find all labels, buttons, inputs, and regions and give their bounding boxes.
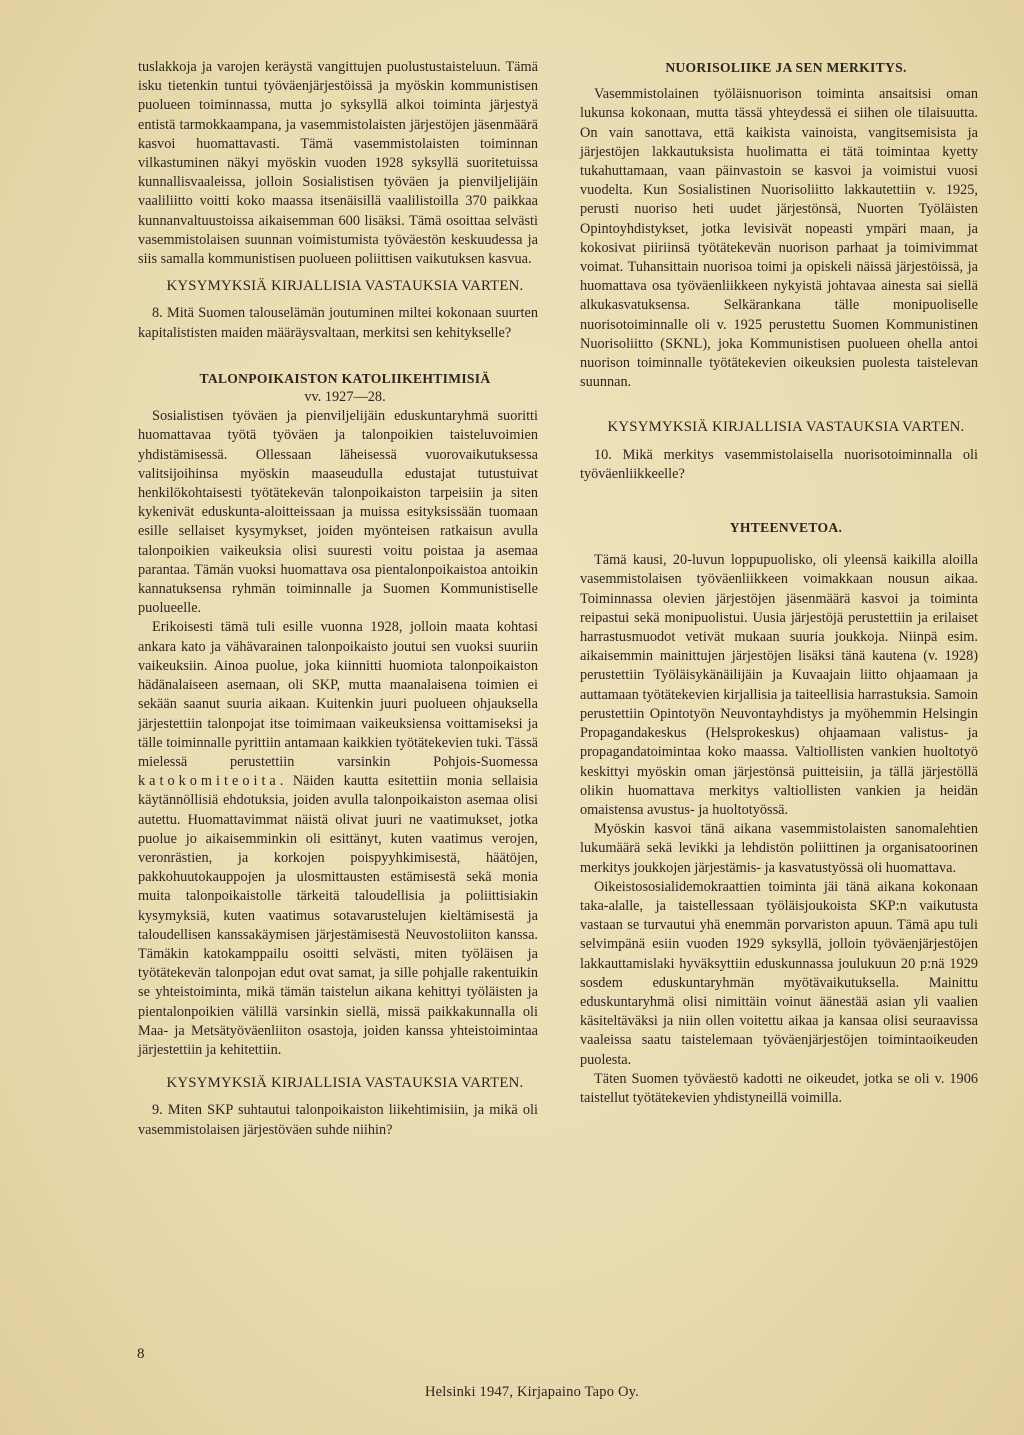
paragraph: Oikeistososialidemokraattien toiminta jäi tänä aikana kokonaan taka-alalle, ja taistellessaan työläisjoukoista SKP:n vaikutusta vastaan se turvautui yhä enemmän porvariston apuun. Tämä apu tuli selvimpänä esiin vuoden 1929 syksyllä, jolloin työväenjärjestöjen lakkauttamislaki hyväksyttiin eduskunnassa joulukuun 20 p:nä 1929 sosdem eduskuntaryhmän myötävaikutuksella. Mainittu eduskuntaryhmä olisi nimittäin voinut äänestää asian yli vaalien käsiteltäväksi ja niin ollen voitettu aikaa ja kansaa olisi seuraavissa vaaleissa saatu taistelemaan työväenjärjestöjen toimintaoikeuden puolesta. [580,878,978,1068]
paragraph: Myöskin kasvoi tänä aikana vasemmistolaisten sanomalehtien lukumäärä sekä levikki ja lehdistön poliittinen ja organisatoorinen merkitys joukkojen järjestämis- ja kasvatustyössä oli huomattava. [580,821,978,876]
paragraph: Sosialistisen työväen ja pienviljelijäin eduskuntaryhmä suoritti huomattavaa työtä työväen ja talonpoikien taisteluvoimien yhdistämisessä. Ollessaan läheisessä vuorovaikutuksessa valitsijoihinsa myöskin maaseudulla edustajat tutustuivat henkilökohtaisesti työtätekevän talonpoikaiston tarpeisiin ja siten kykenivät eduskunta-aloitteissaan ja muissa esityksissään tuomaan esille sellaiset kysymykset, joiden myönteisen ratkaisun avulla talonpoikien vaikeuksia olisi suuresti voitu poistaa ja asemaa parantaa. Tämän vuoksi huomattava osa pientalonpoikaistoa antoikin kannatuksensa ryhmän toiminnalle ja Suomen Kommunistiselle puolueelle. [138,408,538,617]
paragraph: Vasemmistolainen työläisnuorison toiminta ansaitsisi oman lukunsa kokonaan, mutta tässä yhteydessä ei siihen ole tilaisuutta. On vain sanottava, että kaikista vainoista, vangitsemisista ja järjestöjen lakkautuksista huolimatta ei tätä toimintaa kyetty tukahuttamaan, vaan päinvastoin se kasvoi ja voimistui vuosi vuodelta. Kun Sosialistinen Nuorisoliitto lakkautettiin v. 1925, perusti nuoriso heti uudet järjestönsä, Nuorten Työläisten Opintoyhdistykset, jotka levisivät nopeasti ympäri maan, ja kokosivat piiriinsä työtätekevän nuorison parhaat ja toimivimmat voimat. Tuhansittain nuorisoa toimi ja opiskeli näissä järjestöissä, ja huomattava osa työväenliikkeen nykyistä johtavaa ainesta sai siellä alkukasvatuksensa. Selkärankana tälle monipuoliselle nuorisotoiminnalle oli v. 1925 perustettu Suomen Kommunistinen Nuorisoliitto (SKNL), joka Kommunistisen puolueen ohella antoi nuorison toiminnalle työtätekevien oikeuksien puolesta taistelevan suunnan. [580,86,978,391]
section-heading: YHTEENVETOA. [729,520,843,536]
questions-heading: KYSYMYKSIÄ KIRJALLISIA VASTAUKSIA VARTEN. [166,1075,524,1092]
paragraph-text: Erikoisesti tämä tuli esille vuonna 1928, jolloin maata kohtasi ankara kato ja vähävarainen talonpoikaisto joutui sen vuoksi suuriin vaikeuksiin. Ainoa puolue, joka kiinnitti huomiota talonpoikaiston hädänalaiseen asemaan, oli SKP, mutta maanalaisena toimien ei sekään saanut suuria aikaan. Kuitenkin juuri puolueen ohjauksella järjestettiin talonpojat itse toimimaan vaikeuksiensa voittamiseksi ja tälle toiminnalle pyrittiin antamaan kaikkien työtätekevien tuki. Tässä mielessä perustettiin varsinkin Pohjois-Suomessa [138,619,538,770]
paragraph: Tämä kausi, 20-luvun loppupuolisko, oli yleensä kaikilla aloilla vasemmistolaisen työväenliikkeen voimakkaan nousun aikaa. Toiminnassa olevien järjestöjen jäsenmäärä kasvoi ja toiminta reipastui sekä monipuolistui. Uusia järjestöjä perustettiin ja erilaiset harrastusmuodot vetivät mukaan suuria joukkoja. Niinpä esim. aikaisemmin mainittujen järjestöjen lisäksi tänä kautena (v. 1928) perustettiin Työläisykänäilijäin ja Kuvaajain liitto ohjaamaan ja auttamaan työtätekevien kirjallisia ja taiteellisia harrastuksia. Samoin perustettiin Opintotyön Neuvontayhdistys ja myöhemmin Helsingin Propagandakeskus (Helsprokeskus) ohjaamaan valistus- ja propagandatoimintaa koko maassa. Valtiollisten vankien huoltotyö keskittyi myöskin oman järjestönsä puitteisiin, ja tällä järjestöllä olikin huomattava merkitys valtiollisten vankien ja heidän omaistensa avustus- ja huoltotyössä. [580,552,978,818]
questions-heading: KYSYMYKSIÄ KIRJALLISIA VASTAUKSIA VARTEN. [166,278,524,295]
paragraph: Täten Suomen työväestö kadotti ne oikeudet, jotka se oli v. 1906 taistellut työtätekevien yhdistyneillä voimilla. [580,1070,978,1106]
page-number: 8 [137,1346,145,1362]
question-10: 10. Mikä merkitys vasemmistolaisella nuorisotoiminnalla oli työväenliikkeelle? [580,446,978,482]
printer-imprint: Helsinki 1947, Kirjapaino Tapo Oy. [425,1384,639,1400]
paragraph: tuslakkoja ja varojen keräystä vangittujen puolustustaisteluun. Tämä isku tietenkin tuntui työväenjärjestöissä ja myöskin kommunistisen puolueen toiminnassa, mutta jo syksyllä alkoi toiminta järjestyä entistä tarmokkaampana, ja vasemmistolaisten järjestöjen jäsenmäärä kasvoi huomattavasti. Tämä vasemmistolaisten toiminnan vilkastuminen näkyi myöskin vuoden 1928 syksyllä suoritetuissa kunnallisvaaleissa, jolloin Sosialistisen työväen ja pienviljelijäin vaaliliitto voitti koko maassa itsenäisillä vaalilistoilla 370 paikkaa kunnanvaltuustoissa aikaisemman 600 lisäksi. Tämä osoittaa selvästi vasemmistolaisen suunnan voimistumista työväestön keskuudessa ja siis samalla kommunistisen puolueen poliittisen vaikutuksen kasvua. [138,59,538,268]
section-heading: NUORISOLIIKE JA SEN MERKITYS. [665,60,907,75]
left-column [138,58,538,1140]
question-8: 8. Mitä Suomen talouselämän joutuminen miltei kokonaan suurten kapitalististen maiden määräysvaltaan, merkitsi sen kehitykselle? [138,305,538,341]
emphasized-word: katokomiteoita [138,773,280,790]
questions-heading: KYSYMYKSIÄ KIRJALLISIA VASTAUKSIA VARTEN. [607,419,965,436]
right-column [580,58,978,1108]
section-heading: TALONPOIKAISTON KATOLIIKEHTIMISIÄ [199,370,491,386]
paragraph-text: . Näiden kautta esitettiin monia sellaisia käytännöllisiä ehdotuksia, joiden avulla talonpoikaiston asemaa olisi autettu. Huomattavimmat näistä olivat juuri ne vaatimukset, jotka puolue jo aikaisemminkin oli esittänyt, kuten vaatimus verojen, veronrästien, ja korkojen poispyyhkimisestä, häätöjen, pakkohuutokauppojen ja ulosmittausten estämisestä sekä monia muita talonpoikaistolle tärkeitä taloudellisia ja poliittisiakin kysymyksiä, kuten vaatimus sotavarustelujen kieltämisestä ja taloudellisen kanssakäymisen järjestämisestä Neuvostoliiton kanssa. Tämäkin katokamppailu osoitti selvästi, miten työläisen ja työtätekevän talonpojan edut ovat samat, ja sille pohjalle rakentuikin se yhteistoiminta, mikä tämän taistelun aikana kehittyi työläisten ja pientalonpoikien välillä varsinkin siellä, missä paikkakunnalla oli Maa- ja Metsätyöväenliiton osastoja, joiden kanssa yhteistoimintaa järjestettiin ja kehitettiin. [138,773,538,1058]
paragraph [138,618,538,1060]
question-9: 9. Miten SKP suhtautui talonpoikaiston liikehtimisiin, ja mikä oli vasemmistolaisen järjestöväen suhde niihin? [138,1102,538,1138]
section-subheading: vv. 1927—28. [304,389,386,406]
